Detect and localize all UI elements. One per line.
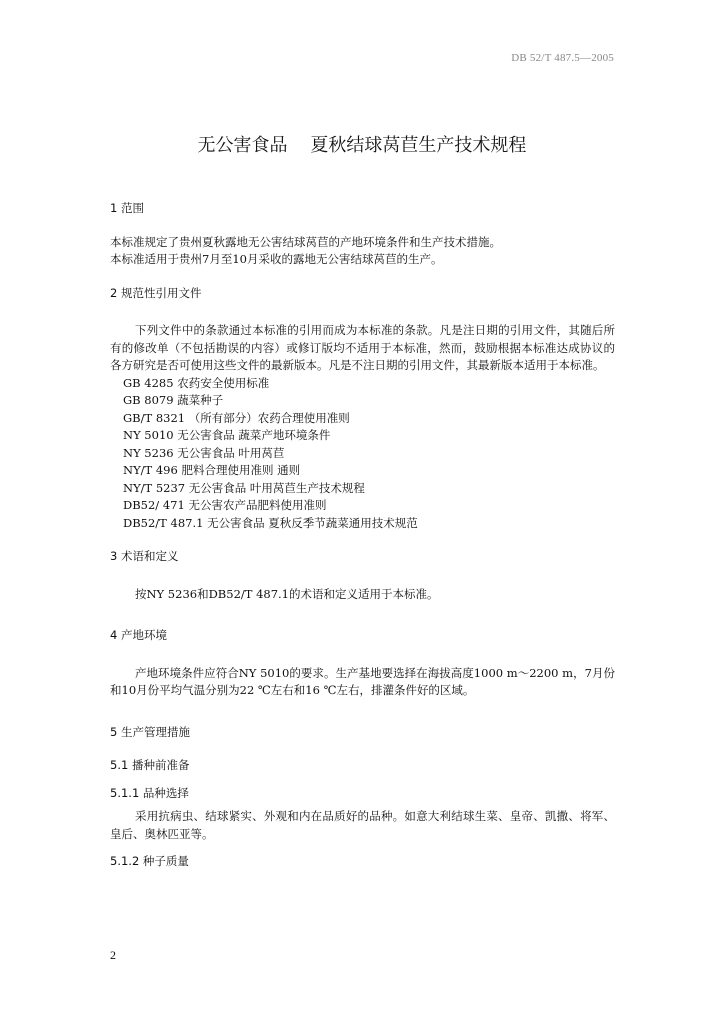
section-4-heading: 4 产地环境 <box>110 628 167 642</box>
document-body <box>110 200 615 871</box>
section-2-heading: 2 规范性引用文件 <box>110 285 202 300</box>
reference-item: GB/T 8321 （所有部分）农药合理使用准则 <box>123 410 350 425</box>
section-3-text: 按NY 5236和DB52/T 487.1的术语和定义适用于本标准。 <box>135 586 439 601</box>
section-5-1-2-heading: 5.1.2 种子质量 <box>110 854 189 868</box>
reference-item: GB 8079 蔬菜种子 <box>123 393 224 407</box>
section-3-heading: 3 术语和定义 <box>110 549 179 563</box>
standard-code: DB 52/T 487.5—2005 <box>511 52 614 64</box>
section-1-line-2: 本标准适用于贵州7月至10月采收的露地无公害结球莴苣的生产。 <box>110 252 443 266</box>
section-2-intro: 下列文件中的条款通过本标准的引用而成为本标准的条款。凡是注日期的引用文件，其随后所有的修改单（不包括勘误的内容）或修订版均不适用于本标准，然而，鼓励根据本标准达成协议的各方研究是否可使用这些文件的最新版本。凡是不注日期的引用文件，其最新版本适用于本标准。 <box>110 323 615 372</box>
section-5-1-1-text: 采用抗病虫、结球紧实、外观和内在品质好的品种。如意大利结球生菜、皇帝、凯撒、将军、皇后、奥林匹亚等。 <box>110 809 615 841</box>
reference-item: NY/T 5237 无公害食品 叶用莴苣生产技术规程 <box>123 480 365 495</box>
document-title: 无公害食品 夏秋结球莴苣生产技术规程 <box>197 135 527 156</box>
reference-item: GB 4285 农药安全使用标准 <box>123 375 270 390</box>
section-5-1-1-heading: 5.1.1 品种选择 <box>110 785 189 800</box>
page-number: 2 <box>110 948 116 962</box>
section-4-text: 产地环境条件应符合NY 5010的要求。生产基地要选择在海拔高度1000 m～2200 m，7月份和10月份平均气温分别为22 ℃左右和16 ℃左右，排灌条件好的区域。 <box>110 665 615 697</box>
reference-item: DB52/ 471 无公害农产品肥料使用准则 <box>123 498 327 512</box>
section-1-heading: 1 范围 <box>110 201 144 215</box>
section-5-heading: 5 生产管理措施 <box>110 724 190 739</box>
reference-item: NY 5010 无公害食品 蔬菜产地环境条件 <box>123 428 331 442</box>
reference-item: NY 5236 无公害食品 叶用莴苣 <box>123 445 285 460</box>
section-1-line-1: 本标准规定了贵州夏秋露地无公害结球莴苣的产地环境条件和生产技术措施。 <box>110 234 501 249</box>
reference-item: DB52/T 487.1 无公害食品 夏秋反季节蔬菜通用技术规范 <box>123 515 418 530</box>
section-5-1-heading: 5.1 播种前准备 <box>110 758 190 772</box>
reference-item: NY/T 496 肥料合理使用准则 通则 <box>123 463 301 477</box>
normative-references-list <box>110 375 615 533</box>
